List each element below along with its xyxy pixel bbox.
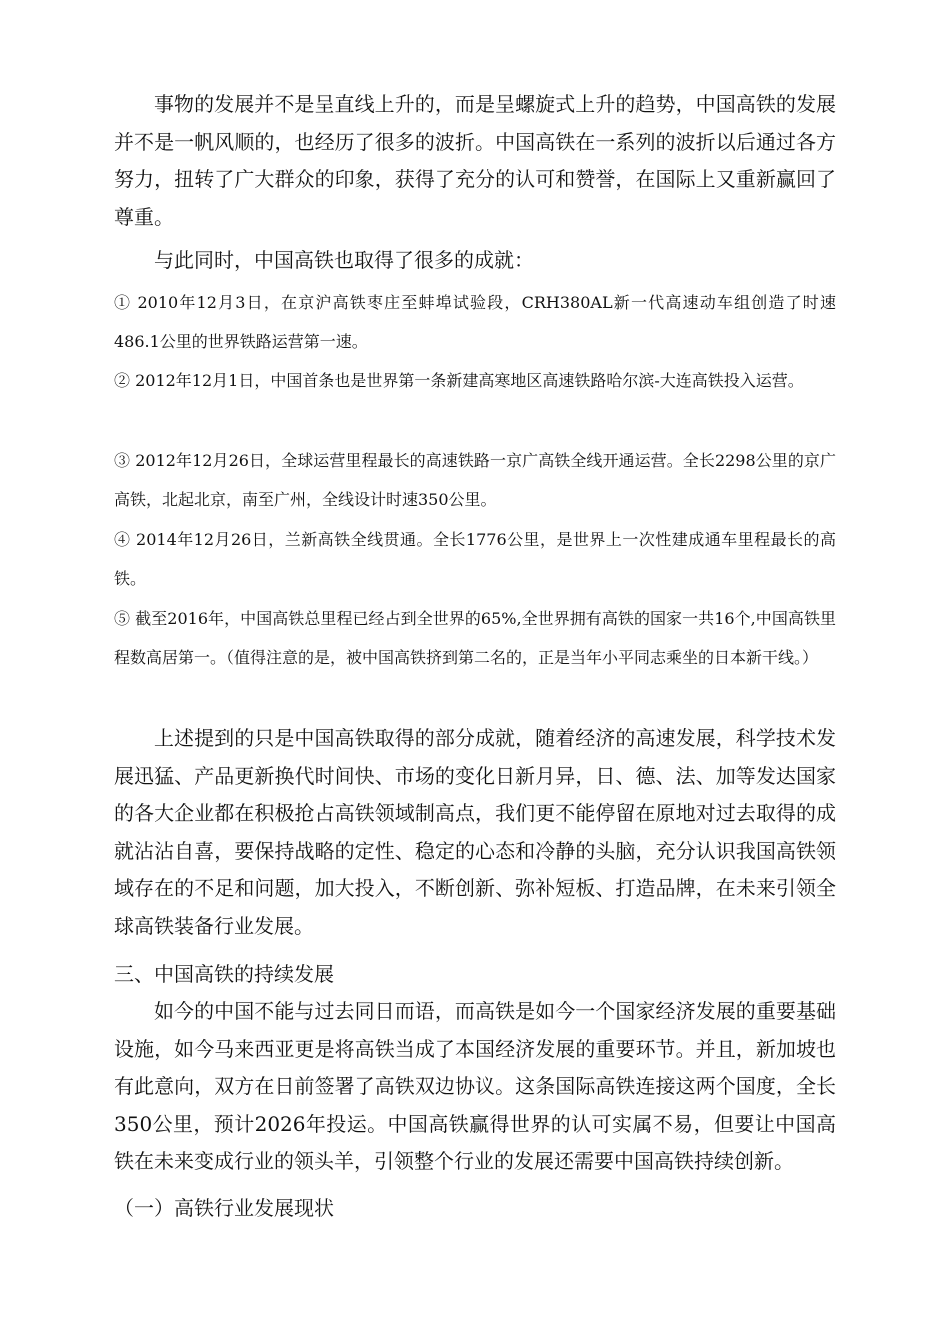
subsection-heading: （一）高铁行业发展现状 [114,1196,334,1220]
achievements-intro: 与此同时，中国高铁也取得了很多的成就： [154,248,534,272]
section-heading: 三、中国高铁的持续发展 [114,962,334,986]
achievement-item-3: ③ 2012年12月26日，全球运营里程最长的高速铁路一京广高铁全线开通运营。全长2298公里的京广高铁，北起北京，南至广州，全线设计时速350公里。 [114,451,836,509]
achievement-item-2: ② 2012年12月1日，中国首条也是世界第一条新建高寒地区高速铁路哈尔滨-大连高铁投入运营。 [114,371,804,390]
intro-paragraph: 事物的发展并不是呈直线上升的，而是呈螺旋式上升的趋势，中国高铁的发展并不是一帆风顺的，也经历了很多的波折。中国高铁在一系列的波折以后通过各方努力，扭转了广大群众的印象，获得了充分的认可和赞誉，在国际上又重新赢回了尊重。 [114,92,836,229]
summary-paragraph: 上述提到的只是中国高铁取得的部分成就，随着经济的高速发展，科学技术发展迅猛、产品更新换代时间快、市场的变化日新月异，日、德、法、加等发达国家的各大企业都在积极抢占高铁领域制高点，我们更不能停留在原地对过去取得的成就沾沾自喜，要保持战略的定性、稳定的心态和冷静的头脑，充分认识我国高铁领域存在的不足和问题，加大投入，不断创新、弥补短板、打造品牌，在未来引领全球高铁装备行业发展。 [114,726,836,938]
achievement-item-1: ① 2010年12月3日，在京沪高铁枣庄至蚌埠试验段，CRH380AL新一代高速动车组创造了时速486.1公里的世界铁路运营第一速。 [114,293,836,351]
development-paragraph: 如今的中国不能与过去同日而语，而高铁是如今一个国家经济发展的重要基础设施，如今马来西亚更是将高铁当成了本国经济发展的重要环节。并且，新加坡也有此意向，双方在日前签署了高铁双边协议。这条国际高铁连接这两个国度，全长350公里，预计2026年投运。中国高铁赢得世界的认可实属不易，但要让中国高铁在未来变成行业的领头羊，引领整个行业的发展还需要中国高铁持续创新。 [114,999,836,1173]
achievement-item-5: ⑤ 截至2016年，中国高铁总里程已经占到全世界的65%,全世界拥有高铁的国家一共16个,中国高铁里程数高居第一。（值得注意的是，被中国高铁挤到第二名的，正是当年小平同志乘坐的日本新干线。） [114,609,836,667]
achievement-item-4: ④ 2014年12月26日，兰新高铁全线贯通。全长1776公里，是世界上一次性建成通车里程最长的高铁。 [114,530,836,588]
